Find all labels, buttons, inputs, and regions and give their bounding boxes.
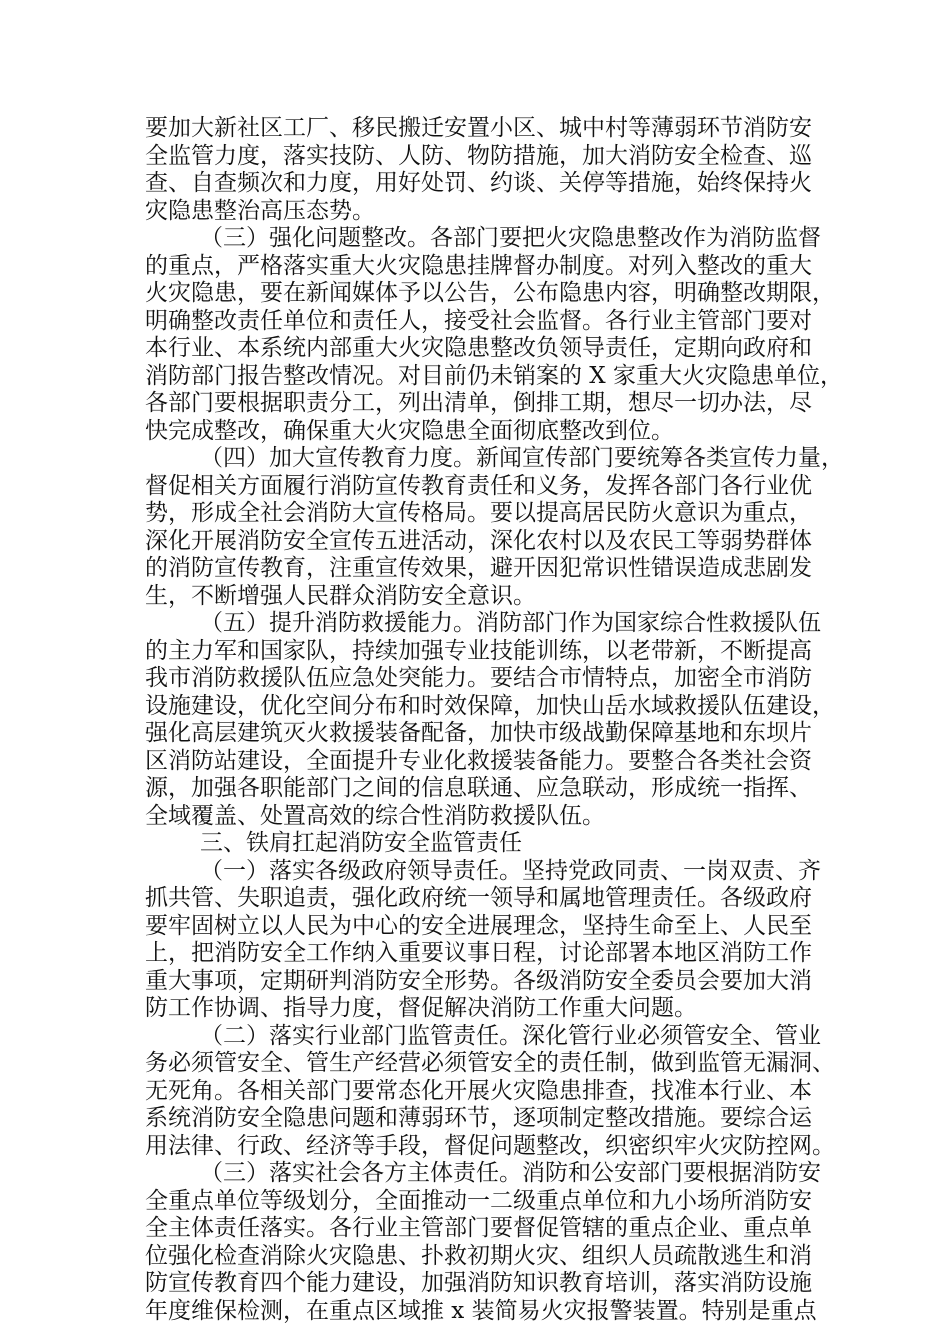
- text-line: （五）提升消防救援能力。消防部门作为国家综合性救援队伍: [200, 610, 821, 636]
- text-line: 设施建设，优化空间分布和时效保障，加快山岳水域救援队伍建设，: [145, 692, 835, 719]
- text-line: 全主体责任落实。各行业主管部门要督促管辖的重点企业、重点单: [145, 1215, 812, 1241]
- text-line: 源，加强各职能部门之间的信息联通、应急联动，形成统一指挥、: [145, 775, 812, 801]
- text-line: 全重点单位等级划分，全面推动一二级重点单位和九小场所消防安: [145, 1187, 812, 1214]
- text-line: 生，不断增强人民群众消防安全意识。: [145, 582, 536, 609]
- text-line: 的消防宣传教育，注重宣传效果，避开因犯常识性错误造成悲剧发: [145, 555, 812, 581]
- text-line: 用法律、行政、经济等手段，督促问题整改，织密织牢火灾防控网。: [145, 1132, 835, 1159]
- text-line: （二）落实行业部门监管责任。深化管行业必须管安全、管业: [200, 1022, 821, 1049]
- text-line: 灾隐患整治高压态势。: [145, 197, 375, 224]
- text-line: 全监管力度，落实技防、人防、物防措施，加大消防安全检查、巡: [145, 142, 812, 169]
- text-line: 消防部门报告整改情况。对目前仍未销案的 X 家重大火灾隐患单位，: [145, 362, 843, 389]
- text-line: 深化开展消防安全宣传五进活动，深化农村以及农民工等弱势群体: [145, 527, 812, 554]
- text-line: 本行业、本系统内部重大火灾隐患整改负领导责任，定期向政府和: [145, 335, 812, 361]
- text-line: 要牢固树立以人民为中心的安全进展理念，坚持生命至上、人民至: [145, 912, 812, 939]
- text-line: 要加大新社区工厂、移民搬迁安置小区、城中村等薄弱环节消防安: [145, 115, 812, 141]
- text-line: 我市消防救援队伍应急处突能力。要结合市情特点，加密全市消防: [145, 665, 812, 691]
- text-line: 明确整改责任单位和责任人，接受社会监督。各行业主管部门要对: [145, 307, 812, 334]
- text-line: 年度维保检测，在重点区域推 x 装简易火灾报警装置。特别是重点: [145, 1297, 817, 1324]
- text-line: 快完成整改，确保重大火灾隐患全面彻底整改到位。: [145, 417, 674, 444]
- text-line: 火灾隐患，要在新闻媒体予以公告，公布隐患内容，明确整改期限，: [145, 280, 835, 306]
- text-line: 位强化检查消除火灾隐患、扑救初期火灾、组织人员疏散逃生和消: [145, 1242, 812, 1269]
- text-line: 强化高层建筑灭火救援装备配备，加快市级战勤保障基地和东坝片: [145, 720, 812, 746]
- section-heading: 三、铁肩扛起消防安全监管责任: [200, 830, 522, 856]
- text-line: 无死角。各相关部门要常态化开展火灾隐患排查，找准本行业、本: [145, 1077, 812, 1104]
- text-line: 的重点，严格落实重大火灾隐患挂牌督办制度。对列入整改的重大: [145, 252, 812, 279]
- text-line: 重大事项，定期研判消防安全形势。各级消防安全委员会要加大消: [145, 967, 812, 994]
- text-line: 势，形成全社会消防大宣传格局。要以提高居民防火意识为重点，: [145, 500, 812, 526]
- text-line: 抓共管、失职追责，强化政府统一领导和属地管理责任。各级政府: [145, 885, 812, 911]
- text-line: 督促相关方面履行消防宣传教育责任和义务，发挥各部门各行业优: [145, 472, 812, 499]
- text-line: 务必须管安全、管生产经营必须管安全的责任制，做到监管无漏洞、: [145, 1050, 835, 1076]
- text-line: 查、自查频次和力度，用好处罚、约谈、关停等措施，始终保持火: [145, 170, 812, 196]
- text-line: 系统消防安全隐患问题和薄弱环节，逐项制定整改措施。要综合运: [145, 1105, 812, 1131]
- text-line: （三）落实社会各方主体责任。消防和公安部门要根据消防安: [200, 1160, 821, 1186]
- text-line: （四）加大宣传教育力度。新闻宣传部门要统筹各类宣传力量，: [200, 445, 844, 471]
- text-line: 各部门要根据职责分工，列出清单，倒排工期，想尽一切办法，尽: [145, 390, 812, 416]
- text-line: （一）落实各级政府领导责任。坚持党政同责、一岗双责、齐: [200, 857, 821, 884]
- text-line: 区消防站建设，全面提升专业化救援装备能力。要整合各类社会资: [145, 747, 812, 774]
- text-line: 全域覆盖、处置高效的综合性消防救援队伍。: [145, 802, 605, 829]
- text-line: 的主力军和国家队，持续加强专业技能训练，以老带新，不断提高: [145, 637, 812, 664]
- text-line: （三）强化问题整改。各部门要把火灾隐患整改作为消防监督: [200, 225, 821, 251]
- text-line: 防宣传教育四个能力建设，加强消防知识教育培训，落实消防设施: [145, 1270, 812, 1296]
- text-line: 防工作协调、指导力度，督促解决消防工作重大问题。: [145, 995, 697, 1021]
- text-line: 上，把消防安全工作纳入重要议事日程，讨论部署本地区消防工作: [145, 940, 812, 966]
